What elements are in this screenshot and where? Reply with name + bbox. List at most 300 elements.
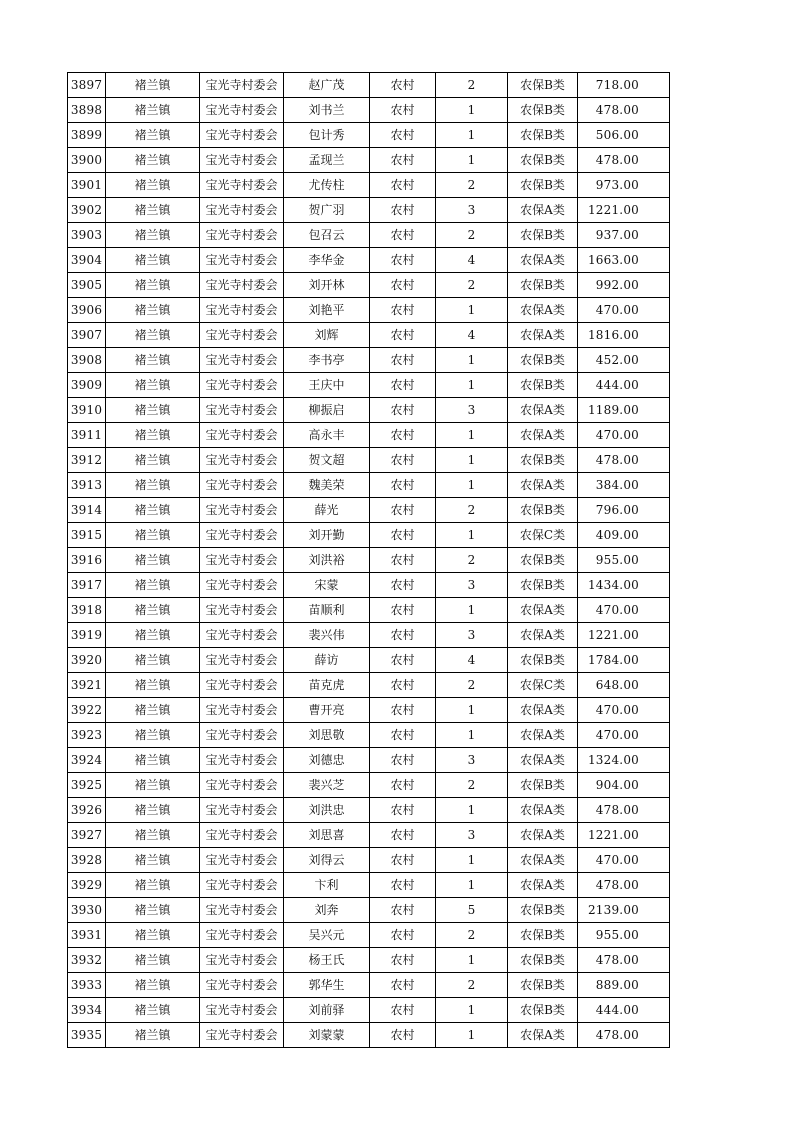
cell-amount: 648.00 (578, 673, 670, 698)
cell-person-name: 裴兴伟 (284, 623, 370, 648)
cell-person-name: 贺广羽 (284, 198, 370, 223)
cell-serial-number: 3935 (68, 1023, 106, 1048)
cell-village-committee: 宝光寺村委会 (200, 1023, 284, 1048)
cell-insurance-category: 农保A类 (508, 398, 578, 423)
cell-insurance-category: 农保B类 (508, 223, 578, 248)
cell-person-name: 郭华生 (284, 973, 370, 998)
cell-person-name: 宋蒙 (284, 573, 370, 598)
cell-insurance-category: 农保A类 (508, 598, 578, 623)
cell-household-type: 农村 (370, 848, 436, 873)
table-row (68, 923, 670, 948)
cell-insurance-category: 农保B类 (508, 348, 578, 373)
cell-person-count: 2 (436, 223, 508, 248)
cell-household-type: 农村 (370, 798, 436, 823)
cell-person-name: 刘洪忠 (284, 798, 370, 823)
cell-person-name: 吴兴元 (284, 923, 370, 948)
cell-village-committee: 宝光寺村委会 (200, 73, 284, 98)
cell-insurance-category: 农保B类 (508, 973, 578, 998)
cell-village-committee: 宝光寺村委会 (200, 123, 284, 148)
cell-amount: 478.00 (578, 98, 670, 123)
table-row (68, 973, 670, 998)
cell-town: 褚兰镇 (106, 998, 200, 1023)
cell-amount: 2139.00 (578, 898, 670, 923)
cell-town: 褚兰镇 (106, 823, 200, 848)
cell-village-committee: 宝光寺村委会 (200, 598, 284, 623)
cell-person-count: 3 (436, 623, 508, 648)
cell-household-type: 农村 (370, 423, 436, 448)
cell-village-committee: 宝光寺村委会 (200, 273, 284, 298)
table-row (68, 98, 670, 123)
cell-insurance-category: 农保B类 (508, 273, 578, 298)
cell-serial-number: 3903 (68, 223, 106, 248)
table-row (68, 748, 670, 773)
cell-insurance-category: 农保A类 (508, 198, 578, 223)
cell-town: 褚兰镇 (106, 323, 200, 348)
cell-insurance-category: 农保B类 (508, 123, 578, 148)
cell-village-committee: 宝光寺村委会 (200, 148, 284, 173)
cell-household-type: 农村 (370, 973, 436, 998)
cell-serial-number: 3898 (68, 98, 106, 123)
cell-amount: 1324.00 (578, 748, 670, 773)
cell-amount: 1816.00 (578, 323, 670, 348)
cell-household-type: 农村 (370, 348, 436, 373)
cell-serial-number: 3918 (68, 598, 106, 623)
cell-town: 褚兰镇 (106, 548, 200, 573)
cell-household-type: 农村 (370, 623, 436, 648)
cell-village-committee: 宝光寺村委会 (200, 173, 284, 198)
table-row (68, 273, 670, 298)
cell-person-name: 刘得云 (284, 848, 370, 873)
cell-serial-number: 3929 (68, 873, 106, 898)
cell-serial-number: 3921 (68, 673, 106, 698)
cell-household-type: 农村 (370, 248, 436, 273)
cell-insurance-category: 农保A类 (508, 298, 578, 323)
table-row (68, 123, 670, 148)
cell-amount: 478.00 (578, 948, 670, 973)
cell-amount: 904.00 (578, 773, 670, 798)
cell-village-committee: 宝光寺村委会 (200, 298, 284, 323)
cell-village-committee: 宝光寺村委会 (200, 698, 284, 723)
cell-serial-number: 3919 (68, 623, 106, 648)
table-row (68, 173, 670, 198)
cell-town: 褚兰镇 (106, 923, 200, 948)
cell-town: 褚兰镇 (106, 223, 200, 248)
cell-household-type: 农村 (370, 773, 436, 798)
cell-amount: 444.00 (578, 373, 670, 398)
cell-serial-number: 3914 (68, 498, 106, 523)
cell-person-name: 刘德忠 (284, 748, 370, 773)
cell-person-count: 1 (436, 98, 508, 123)
cell-town: 褚兰镇 (106, 248, 200, 273)
cell-person-name: 刘前驿 (284, 998, 370, 1023)
cell-person-count: 2 (436, 173, 508, 198)
cell-town: 褚兰镇 (106, 723, 200, 748)
cell-person-name: 孟现兰 (284, 148, 370, 173)
cell-serial-number: 3927 (68, 823, 106, 848)
cell-serial-number: 3900 (68, 148, 106, 173)
cell-person-name: 薛光 (284, 498, 370, 523)
cell-town: 褚兰镇 (106, 123, 200, 148)
cell-amount: 1221.00 (578, 198, 670, 223)
cell-household-type: 农村 (370, 573, 436, 598)
cell-person-count: 3 (436, 398, 508, 423)
cell-person-count: 4 (436, 323, 508, 348)
cell-serial-number: 3933 (68, 973, 106, 998)
cell-insurance-category: 农保A类 (508, 623, 578, 648)
cell-serial-number: 3904 (68, 248, 106, 273)
cell-person-count: 1 (436, 698, 508, 723)
table-row (68, 448, 670, 473)
cell-person-name: 包计秀 (284, 123, 370, 148)
cell-insurance-category: 农保B类 (508, 948, 578, 973)
cell-person-name: 包召云 (284, 223, 370, 248)
cell-town: 褚兰镇 (106, 673, 200, 698)
cell-village-committee: 宝光寺村委会 (200, 423, 284, 448)
cell-person-count: 1 (436, 723, 508, 748)
table-row (68, 823, 670, 848)
cell-household-type: 农村 (370, 398, 436, 423)
cell-village-committee: 宝光寺村委会 (200, 523, 284, 548)
cell-household-type: 农村 (370, 723, 436, 748)
cell-amount: 1189.00 (578, 398, 670, 423)
cell-household-type: 农村 (370, 123, 436, 148)
cell-person-count: 3 (436, 748, 508, 773)
cell-household-type: 农村 (370, 698, 436, 723)
cell-insurance-category: 农保B类 (508, 148, 578, 173)
cell-amount: 409.00 (578, 523, 670, 548)
cell-insurance-category: 农保A类 (508, 748, 578, 773)
cell-household-type: 农村 (370, 273, 436, 298)
cell-person-name: 李华金 (284, 248, 370, 273)
cell-household-type: 农村 (370, 673, 436, 698)
cell-village-committee: 宝光寺村委会 (200, 248, 284, 273)
cell-person-count: 2 (436, 673, 508, 698)
table-row (68, 248, 670, 273)
table-row (68, 798, 670, 823)
cell-insurance-category: 农保A类 (508, 723, 578, 748)
cell-household-type: 农村 (370, 998, 436, 1023)
cell-insurance-category: 农保B类 (508, 898, 578, 923)
table-row (68, 573, 670, 598)
cell-amount: 1221.00 (578, 623, 670, 648)
cell-insurance-category: 农保A类 (508, 848, 578, 873)
cell-village-committee: 宝光寺村委会 (200, 823, 284, 848)
cell-serial-number: 3910 (68, 398, 106, 423)
cell-amount: 478.00 (578, 448, 670, 473)
table-row (68, 423, 670, 448)
cell-household-type: 农村 (370, 523, 436, 548)
cell-amount: 718.00 (578, 73, 670, 98)
cell-person-count: 2 (436, 273, 508, 298)
cell-person-name: 王庆中 (284, 373, 370, 398)
cell-village-committee: 宝光寺村委会 (200, 623, 284, 648)
cell-person-count: 1 (436, 798, 508, 823)
cell-household-type: 农村 (370, 823, 436, 848)
table-row (68, 948, 670, 973)
cell-person-name: 杨王氏 (284, 948, 370, 973)
cell-serial-number: 3907 (68, 323, 106, 348)
cell-town: 褚兰镇 (106, 773, 200, 798)
cell-amount: 796.00 (578, 498, 670, 523)
cell-town: 褚兰镇 (106, 273, 200, 298)
cell-household-type: 农村 (370, 198, 436, 223)
cell-household-type: 农村 (370, 448, 436, 473)
cell-village-committee: 宝光寺村委会 (200, 548, 284, 573)
cell-town: 褚兰镇 (106, 623, 200, 648)
table-row (68, 598, 670, 623)
cell-person-name: 刘辉 (284, 323, 370, 348)
cell-amount: 478.00 (578, 798, 670, 823)
cell-insurance-category: 农保B类 (508, 373, 578, 398)
cell-person-count: 4 (436, 648, 508, 673)
cell-insurance-category: 农保A类 (508, 798, 578, 823)
cell-amount: 955.00 (578, 923, 670, 948)
table-row (68, 498, 670, 523)
cell-village-committee: 宝光寺村委会 (200, 723, 284, 748)
cell-village-committee: 宝光寺村委会 (200, 673, 284, 698)
table-row (68, 298, 670, 323)
cell-household-type: 农村 (370, 298, 436, 323)
cell-person-name: 魏美荣 (284, 473, 370, 498)
cell-insurance-category: 农保B类 (508, 648, 578, 673)
cell-insurance-category: 农保C类 (508, 523, 578, 548)
cell-serial-number: 3922 (68, 698, 106, 723)
cell-amount: 1434.00 (578, 573, 670, 598)
cell-serial-number: 3920 (68, 648, 106, 673)
cell-serial-number: 3928 (68, 848, 106, 873)
cell-town: 褚兰镇 (106, 873, 200, 898)
cell-person-count: 3 (436, 198, 508, 223)
cell-person-count: 2 (436, 498, 508, 523)
cell-village-committee: 宝光寺村委会 (200, 923, 284, 948)
cell-serial-number: 3905 (68, 273, 106, 298)
cell-insurance-category: 农保A类 (508, 823, 578, 848)
cell-serial-number: 3899 (68, 123, 106, 148)
beneficiary-table (67, 72, 670, 1048)
cell-person-name: 刘思敬 (284, 723, 370, 748)
cell-household-type: 农村 (370, 98, 436, 123)
cell-person-name: 柳振启 (284, 398, 370, 423)
cell-town: 褚兰镇 (106, 848, 200, 873)
cell-person-name: 贺文超 (284, 448, 370, 473)
cell-insurance-category: 农保B类 (508, 498, 578, 523)
cell-town: 褚兰镇 (106, 473, 200, 498)
table-row (68, 998, 670, 1023)
cell-amount: 470.00 (578, 298, 670, 323)
cell-person-name: 刘奔 (284, 898, 370, 923)
cell-village-committee: 宝光寺村委会 (200, 748, 284, 773)
cell-person-name: 裴兴芝 (284, 773, 370, 798)
cell-serial-number: 3923 (68, 723, 106, 748)
cell-household-type: 农村 (370, 498, 436, 523)
cell-household-type: 农村 (370, 148, 436, 173)
cell-town: 褚兰镇 (106, 373, 200, 398)
cell-insurance-category: 农保B类 (508, 998, 578, 1023)
cell-village-committee: 宝光寺村委会 (200, 998, 284, 1023)
cell-serial-number: 3924 (68, 748, 106, 773)
cell-village-committee: 宝光寺村委会 (200, 798, 284, 823)
cell-insurance-category: 农保B类 (508, 923, 578, 948)
cell-amount: 478.00 (578, 1023, 670, 1048)
cell-household-type: 农村 (370, 598, 436, 623)
cell-village-committee: 宝光寺村委会 (200, 223, 284, 248)
cell-amount: 889.00 (578, 973, 670, 998)
cell-person-count: 1 (436, 423, 508, 448)
cell-person-count: 1 (436, 148, 508, 173)
cell-insurance-category: 农保B类 (508, 98, 578, 123)
cell-village-committee: 宝光寺村委会 (200, 898, 284, 923)
cell-person-name: 刘艳平 (284, 298, 370, 323)
cell-person-name: 刘开林 (284, 273, 370, 298)
cell-insurance-category: 农保B类 (508, 73, 578, 98)
table-row (68, 523, 670, 548)
cell-person-count: 2 (436, 973, 508, 998)
cell-household-type: 农村 (370, 548, 436, 573)
cell-person-count: 1 (436, 998, 508, 1023)
cell-amount: 937.00 (578, 223, 670, 248)
cell-insurance-category: 农保A类 (508, 423, 578, 448)
cell-household-type: 农村 (370, 923, 436, 948)
cell-village-committee: 宝光寺村委会 (200, 448, 284, 473)
cell-town: 褚兰镇 (106, 348, 200, 373)
cell-town: 褚兰镇 (106, 748, 200, 773)
cell-person-name: 薛访 (284, 648, 370, 673)
table-row (68, 848, 670, 873)
cell-household-type: 农村 (370, 1023, 436, 1048)
cell-town: 褚兰镇 (106, 448, 200, 473)
cell-person-name: 高永丰 (284, 423, 370, 448)
cell-household-type: 农村 (370, 948, 436, 973)
cell-town: 褚兰镇 (106, 648, 200, 673)
cell-amount: 1784.00 (578, 648, 670, 673)
cell-insurance-category: 农保B类 (508, 773, 578, 798)
cell-insurance-category: 农保B类 (508, 573, 578, 598)
table-row (68, 673, 670, 698)
cell-insurance-category: 农保A类 (508, 873, 578, 898)
cell-person-name: 刘思喜 (284, 823, 370, 848)
table-row (68, 398, 670, 423)
cell-town: 褚兰镇 (106, 198, 200, 223)
cell-serial-number: 3902 (68, 198, 106, 223)
cell-person-name: 苗克虎 (284, 673, 370, 698)
cell-insurance-category: 农保A类 (508, 248, 578, 273)
cell-town: 褚兰镇 (106, 598, 200, 623)
cell-person-count: 1 (436, 298, 508, 323)
cell-village-committee: 宝光寺村委会 (200, 473, 284, 498)
cell-person-name: 刘开勤 (284, 523, 370, 548)
cell-amount: 470.00 (578, 723, 670, 748)
cell-village-committee: 宝光寺村委会 (200, 398, 284, 423)
cell-village-committee: 宝光寺村委会 (200, 948, 284, 973)
table-row (68, 873, 670, 898)
cell-person-name: 苗顺利 (284, 598, 370, 623)
table-row (68, 73, 670, 98)
table-row (68, 198, 670, 223)
cell-person-name: 卞利 (284, 873, 370, 898)
cell-town: 褚兰镇 (106, 798, 200, 823)
cell-amount: 384.00 (578, 473, 670, 498)
cell-person-count: 1 (436, 1023, 508, 1048)
cell-person-count: 1 (436, 948, 508, 973)
cell-person-name: 尤传柱 (284, 173, 370, 198)
cell-serial-number: 3915 (68, 523, 106, 548)
cell-town: 褚兰镇 (106, 498, 200, 523)
table-row (68, 648, 670, 673)
cell-person-name: 李书亭 (284, 348, 370, 373)
cell-household-type: 农村 (370, 323, 436, 348)
table-row (68, 348, 670, 373)
table-row (68, 898, 670, 923)
cell-town: 褚兰镇 (106, 698, 200, 723)
cell-serial-number: 3917 (68, 573, 106, 598)
cell-person-name: 赵广茂 (284, 73, 370, 98)
table-body (68, 73, 670, 1048)
table-row (68, 473, 670, 498)
cell-insurance-category: 农保B类 (508, 548, 578, 573)
cell-person-count: 1 (436, 348, 508, 373)
cell-town: 褚兰镇 (106, 973, 200, 998)
cell-serial-number: 3909 (68, 373, 106, 398)
cell-village-committee: 宝光寺村委会 (200, 848, 284, 873)
cell-person-count: 4 (436, 248, 508, 273)
cell-amount: 470.00 (578, 848, 670, 873)
cell-insurance-category: 农保B类 (508, 448, 578, 473)
cell-town: 褚兰镇 (106, 173, 200, 198)
cell-village-committee: 宝光寺村委会 (200, 323, 284, 348)
cell-person-count: 1 (436, 448, 508, 473)
cell-serial-number: 3908 (68, 348, 106, 373)
cell-household-type: 农村 (370, 73, 436, 98)
cell-person-name: 刘书兰 (284, 98, 370, 123)
cell-insurance-category: 农保A类 (508, 698, 578, 723)
cell-insurance-category: 农保A类 (508, 1023, 578, 1048)
cell-village-committee: 宝光寺村委会 (200, 198, 284, 223)
cell-town: 褚兰镇 (106, 573, 200, 598)
cell-person-name: 曹开亮 (284, 698, 370, 723)
table-row (68, 323, 670, 348)
cell-amount: 1663.00 (578, 248, 670, 273)
table-row (68, 548, 670, 573)
cell-person-count: 1 (436, 598, 508, 623)
cell-household-type: 农村 (370, 373, 436, 398)
cell-household-type: 农村 (370, 873, 436, 898)
cell-serial-number: 3906 (68, 298, 106, 323)
cell-town: 褚兰镇 (106, 523, 200, 548)
cell-serial-number: 3934 (68, 998, 106, 1023)
table-row (68, 623, 670, 648)
cell-person-count: 1 (436, 473, 508, 498)
cell-person-count: 2 (436, 923, 508, 948)
cell-person-count: 1 (436, 373, 508, 398)
cell-serial-number: 3925 (68, 773, 106, 798)
table-row (68, 223, 670, 248)
cell-town: 褚兰镇 (106, 398, 200, 423)
cell-amount: 1221.00 (578, 823, 670, 848)
cell-village-committee: 宝光寺村委会 (200, 873, 284, 898)
cell-amount: 478.00 (578, 873, 670, 898)
cell-person-count: 1 (436, 873, 508, 898)
cell-household-type: 农村 (370, 898, 436, 923)
cell-person-count: 3 (436, 573, 508, 598)
cell-town: 褚兰镇 (106, 73, 200, 98)
cell-amount: 470.00 (578, 598, 670, 623)
cell-village-committee: 宝光寺村委会 (200, 773, 284, 798)
cell-serial-number: 3911 (68, 423, 106, 448)
cell-household-type: 农村 (370, 473, 436, 498)
cell-person-count: 1 (436, 523, 508, 548)
cell-insurance-category: 农保C类 (508, 673, 578, 698)
cell-village-committee: 宝光寺村委会 (200, 498, 284, 523)
